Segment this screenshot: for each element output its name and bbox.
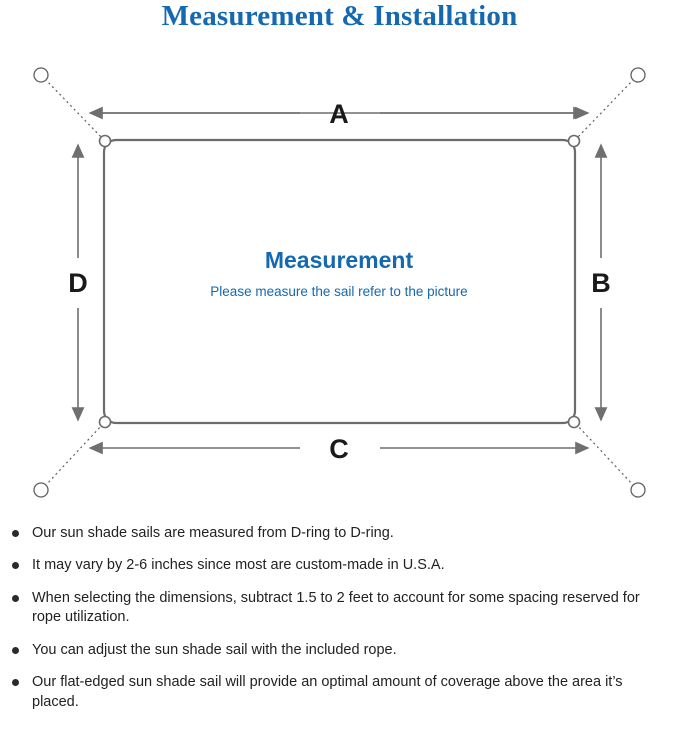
bullet-icon — [12, 679, 19, 686]
diagram-center-subtitle: Please measure the sail refer to the picture — [210, 284, 468, 299]
bottom-right-anchor — [631, 483, 645, 497]
notes-list — [0, 524, 679, 725]
list-item — [0, 556, 679, 575]
top-right-anchor — [631, 68, 645, 82]
bullet-icon — [12, 562, 19, 569]
note-text: It may vary by 2-6 inches since most are custom-made in U.S.A. — [32, 557, 445, 574]
bullet-icon — [12, 530, 19, 537]
note-text: You can adjust the sun shade sail with the included rope. — [32, 641, 397, 658]
page-title: Measurement & Installation — [161, 0, 518, 32]
label-b: B — [591, 268, 611, 298]
label-c: C — [329, 434, 349, 464]
list-item — [0, 641, 679, 660]
note-text: Our flat-edged sun shade sail will provide an optimal amount of coverage above the area it’s placed. — [32, 674, 623, 710]
note-text: Our sun shade sails are measured from D-ring to D-ring. — [32, 525, 394, 541]
list-item — [0, 524, 679, 543]
note-text: When selecting the dimensions, subtract 1.5 to 2 feet to account for some spacing reserved for rope utilization. — [32, 589, 640, 626]
bottom-left-anchor — [34, 483, 48, 497]
bullet-icon — [12, 595, 19, 602]
label-d: D — [68, 268, 88, 298]
top-right-d-ring — [569, 136, 580, 147]
bullet-icon — [12, 647, 19, 654]
sail-measurement-diagram — [0, 46, 679, 516]
bottom-right-d-ring — [569, 417, 580, 428]
sail-body — [104, 140, 575, 423]
label-a: A — [329, 99, 349, 129]
top-left-d-ring — [100, 136, 111, 147]
diagram-center-title: Measurement — [264, 247, 414, 273]
top-left-anchor — [34, 68, 48, 82]
list-item — [0, 589, 679, 628]
list-item — [0, 673, 679, 712]
bottom-left-d-ring — [100, 417, 111, 428]
